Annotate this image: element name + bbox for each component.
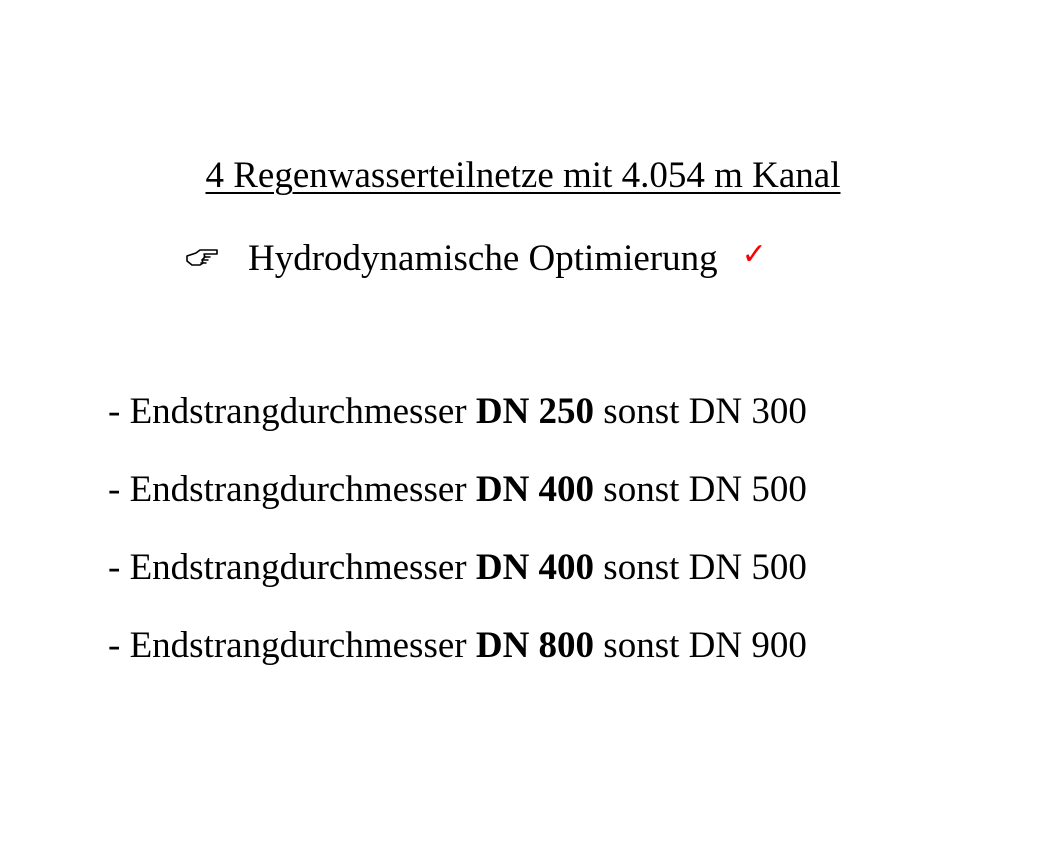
pointing-hand-icon	[186, 232, 220, 252]
item-dn-value: DN 800	[475, 625, 595, 666]
list-item	[108, 466, 807, 514]
item-suffix: sonst DN 500	[594, 547, 807, 588]
optimization-text: Hydrodynamische Optimierung	[248, 238, 718, 279]
list-item	[108, 544, 807, 592]
slide-title-line	[0, 152, 1046, 200]
item-dn-value: DN 250	[475, 391, 595, 432]
item-prefix: - Endstrangdurchmesser	[108, 547, 476, 588]
item-dn-value: DN 400	[475, 547, 595, 588]
optimization-line	[186, 231, 767, 283]
item-suffix: sonst DN 900	[594, 625, 807, 666]
item-suffix: sonst DN 500	[594, 469, 807, 510]
item-prefix: - Endstrangdurchmesser	[108, 625, 476, 666]
item-prefix: - Endstrangdurchmesser	[108, 469, 476, 510]
item-dn-value: DN 400	[475, 469, 595, 510]
item-suffix: sonst DN 300	[594, 391, 807, 432]
checkmark-icon: ✓	[741, 237, 767, 272]
slide-title: 4 Regenwasserteilnetze mit 4.054 m Kanal	[205, 155, 841, 196]
diameter-list	[108, 388, 807, 700]
item-prefix: - Endstrangdurchmesser	[108, 391, 476, 432]
list-item	[108, 388, 807, 436]
list-item	[108, 622, 807, 670]
